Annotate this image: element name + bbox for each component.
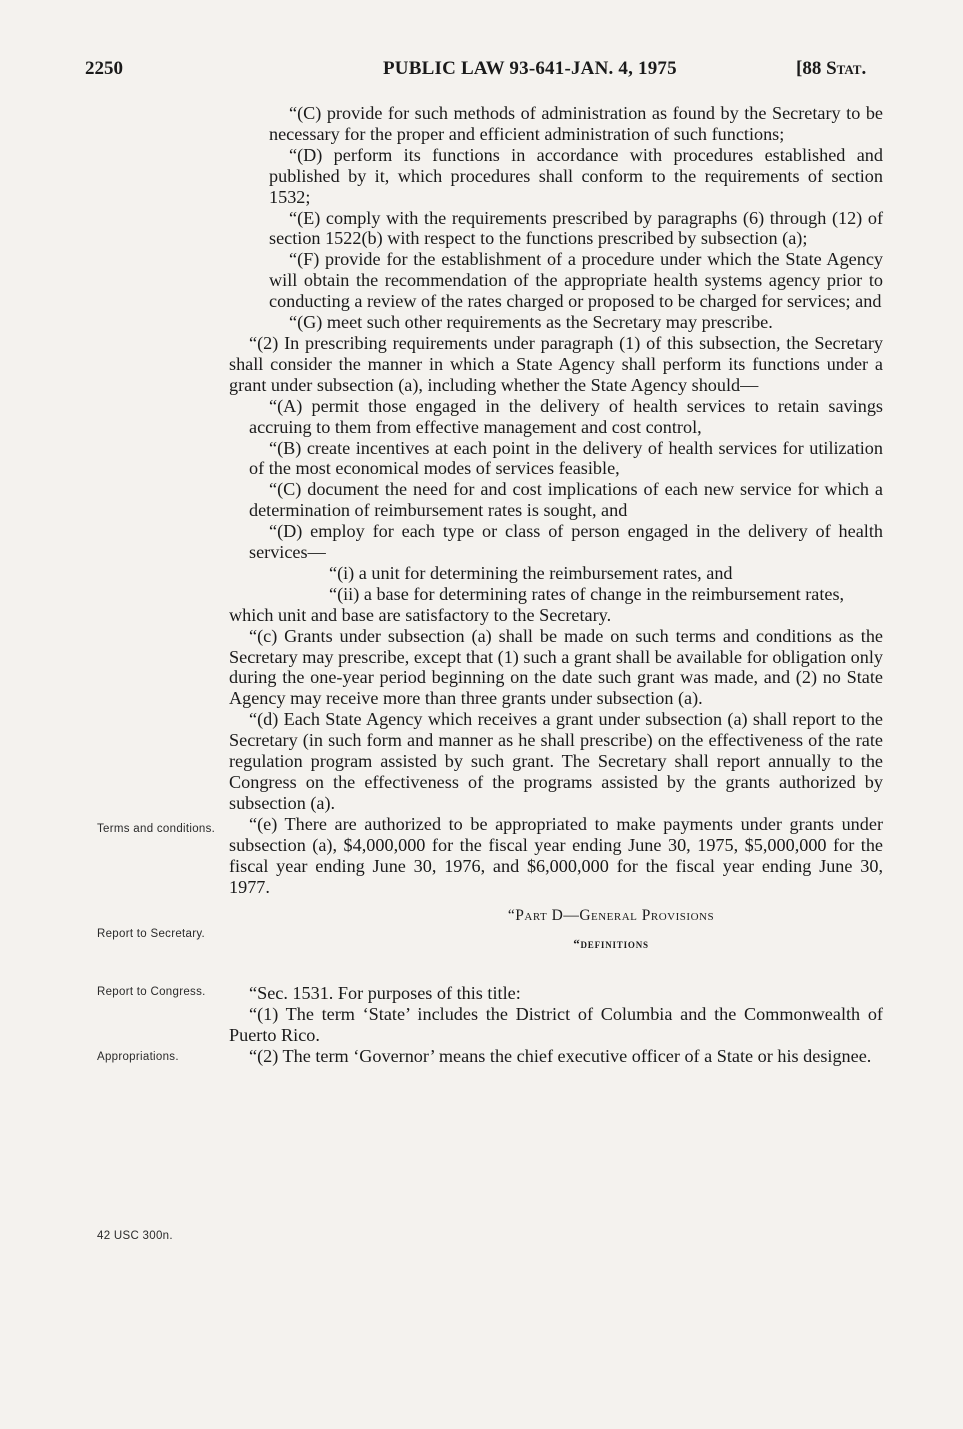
- paragraph-2d-i: “(i) a unit for determining the reimbursement rates, and: [329, 562, 733, 583]
- subsection-d: “(d) Each State Agency which receives a grant under subsection (a) shall report to the Secretary (in such form and manner as he shall prescribe) on the effectiveness of the rate regulation program assisted by such grant. The Secretary shall report annually to the Congress on the effectiveness of the programs assisted by the grants authorized by subsection (a).: [229, 709, 883, 813]
- margin-note-terms: Terms and conditions.: [97, 823, 216, 835]
- paragraph-2d: “(D) employ for each type or class of person engaged in the delivery of health services—: [249, 521, 883, 563]
- paragraph-1g: “(G) meet such other requirements as the Secretary may prescribe.: [289, 312, 773, 333]
- page-number: 2250: [85, 58, 123, 79]
- paragraph-1d: “(D) perform its functions in accordance with procedures established and published by it, which procedures shall conform to the requirements of section 1532;: [269, 144, 883, 207]
- margin-note-usc: 42 USC 300n.: [97, 1230, 173, 1242]
- subsection-e: “(e) There are authorized to be appropriated to make payments under grants under subsection (a), $4,000,000 for the fiscal year ending June 30, 1975, $5,000,000 for the fiscal year ending June 30, 1976, and $6,000,000 for the fiscal year ending June 30, 1977.: [229, 813, 883, 897]
- paragraph-2c: “(C) document the need for and cost implications of each new service for which a determination of reimbursement rates is sought, and: [249, 479, 883, 521]
- paragraph-2: “(2) In prescribing requirements under paragraph (1) of this subsection, the Secretary shall consider the manner in which a State Agency shall perform its functions under a grant under subsection (a), including whether the State Agency should—: [229, 332, 883, 395]
- subsection-c: “(c) Grants under subsection (a) shall be made on such terms and conditions as the Secretary may prescribe, except that (1) such a grant shall be available for obligation only during the one-year period beginning on the date such grant was made, and (2) no State Agency may receive more than three grants under subsection (a).: [229, 625, 883, 709]
- paragraph-2a: “(A) permit those engaged in the delivery of health services to retain savings accruing to them from effective management and cost control,: [249, 395, 883, 437]
- margin-note-appropriations: Appropriations.: [97, 1051, 179, 1063]
- paragraph-1f: “(F) provide for the establishment of a procedure under which the State Agency will obtain the recommendation of the appropriate health systems agency prior to conducting a review of the rates charged or proposed to be charged for services; and: [269, 249, 883, 312]
- paragraph-1c: “(C) provide for such methods of administration as found by the Secretary to be necessary for the proper and efficient administration of such functions;: [269, 103, 883, 144]
- paragraph-2b: “(B) create incentives at each point in the delivery of health services for utilization of the most economical modes of services feasible,: [249, 437, 883, 479]
- paragraph-2d-ii: “(ii) a base for determining rates of change in the reimbursement rates,: [329, 583, 845, 604]
- definition-1: “(1) The term ‘State’ includes the District of Columbia and the Commonwealth of Puerto Rico.: [229, 1004, 883, 1046]
- body-text: [229, 103, 883, 1067]
- running-title: PUBLIC LAW 93-641-JAN. 4, 1975: [383, 58, 677, 79]
- definition-2: “(2) The term ‘Governor’ means the chief executive officer of a State or his designee.: [249, 1045, 872, 1066]
- margin-note-report-secretary: Report to Secretary.: [97, 928, 206, 940]
- definitions-heading: “definitions: [573, 936, 649, 952]
- page-header: [0, 58, 963, 84]
- statute-reference: [88 Stat.: [796, 58, 867, 79]
- paragraph-which: which unit and base are satisfactory to the Secretary.: [229, 604, 612, 625]
- margin-note-report-congress: Report to Congress.: [97, 986, 206, 998]
- part-heading: “Part D—General Provisions: [507, 907, 715, 925]
- paragraph-1e: “(E) comply with the requirements prescribed by paragraphs (6) through (12) of section 1522(b) with respect to the functions prescribed by subsection (a);: [269, 207, 883, 249]
- section-1531: “Sec. 1531. For purposes of this title:: [249, 983, 521, 1004]
